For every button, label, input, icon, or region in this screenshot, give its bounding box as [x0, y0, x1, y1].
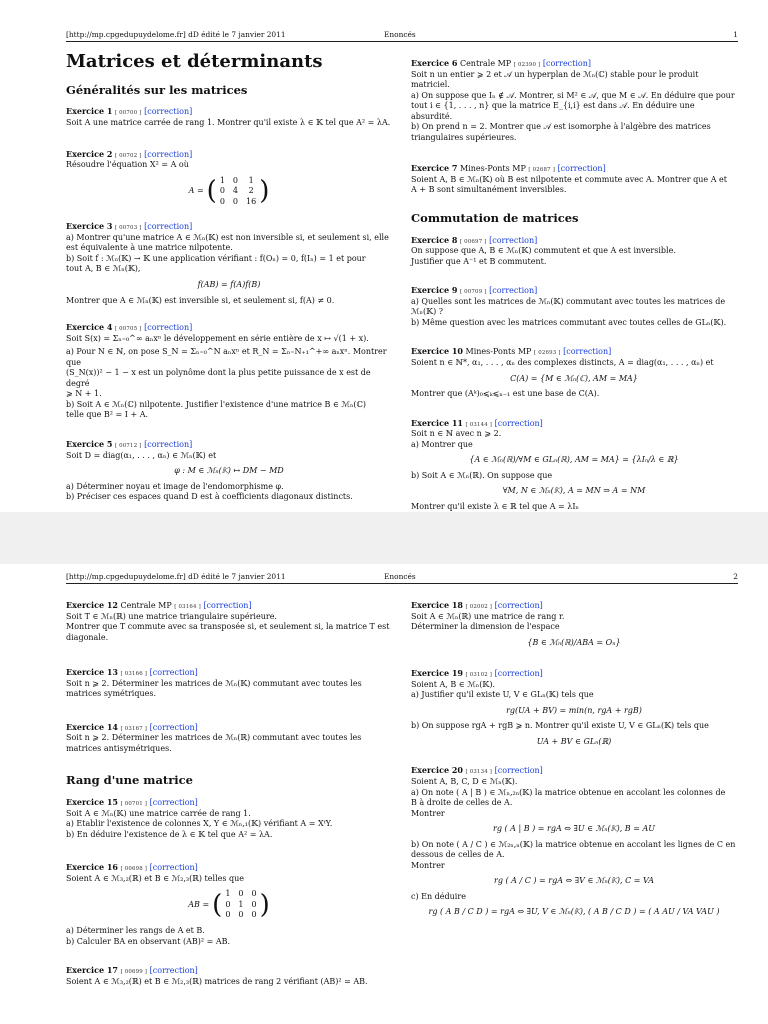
header-rule — [66, 583, 738, 584]
exercise-heading: Exercice 17 [ 00699 ] [correction] — [66, 965, 198, 976]
exercise-heading: Exercice 10 Mines-Ponts MP [ 02693 ] [correction] — [411, 346, 612, 357]
matrix-display: AB = ( 1 0 0 0 1 0 0 0 0 ) — [188, 889, 270, 921]
exercise-heading: Exercice 13 [ 03166 ] [correction] — [66, 667, 198, 678]
page-number: 1 — [733, 30, 738, 39]
right-column — [411, 600, 737, 940]
header-section: Enoncés — [384, 30, 416, 39]
exercise-8: Exercice 8 [ 00697 ] [correction] On suppose que A, B ∈ ℳₙ(𝕂) commutent et que A est inversible. Justifier que A⁻¹ et B commutent. — [411, 235, 737, 268]
exercise-19: Exercice 19 [ 03102 ] [correction] Soient A, B ∈ ℳₙ(𝕂). a) Justifier qu'il existe U, V ∈ GLₙ(𝕂) tels que rg(UA + BV) = min(n, rgA + rgB) b) On suppose rgA + rgB ⩾ n. Montrer qu'il existe U, V ∈ GLₙ(𝕂) tels que UA + BV ∈ GLₙ(ℝ) — [411, 668, 737, 747]
left-column — [66, 600, 392, 1009]
section-title-general: Généralités sur les matrices — [66, 82, 248, 97]
exercise-heading: Exercice 5 [ 00712 ] [correction] — [66, 439, 193, 450]
exercise-16: Exercice 16 [ 00698 ] [correction] Soient A ∈ ℳ₃,₂(ℝ) et B ∈ ℳ₂,₃(ℝ) telles que AB = ( 1 0 0 0 1 0 0 0 0 ) a) Déterminer les rangs de A et B. b) Calculer BA en observant (AB)² = AB. — [66, 862, 392, 947]
document-title: Matrices et déterminants — [66, 51, 323, 72]
exercise-heading: Exercice 12 Centrale MP [ 03164 ] [correction] — [66, 600, 252, 610]
header-source-url: [http://mp.cpgedupuydelome.fr] dD édité le 7 janvier 2011 — [66, 30, 286, 39]
correction-link[interactable]: [correction] — [149, 966, 198, 976]
exercise-1: Exercice 1 [ 00700 ] [correction] Soit A une matrice carrée de rang 1. Montrer qu'il existe λ ∈ 𝕂 tel que A² = λA. — [66, 106, 391, 127]
page-number: 2 — [733, 572, 738, 581]
exercise-15: Exercice 15 [ 00701 ] [correction] Soit A ∈ ℳₙ(𝕂) une matrice carrée de rang 1. a) Etablir l'existence de colonnes X, Y ∈ ℳₙ,₁(𝕂) vérifiant A = XᵗY. b) En déduire l'existence de λ ∈ 𝕂 tel que A² = λA. — [66, 797, 392, 840]
exercise-12: Exercice 12 Centrale MP [ 03164 ] [correction] Soit T ∈ ℳₙ(ℝ) une matrice triangulaire supérieure. Montrer que T commute avec sa transposée si, et seulement si, la matrice T est diagonale. — [66, 600, 392, 643]
exercise-heading: Exercice 20 [ 03134 ] [correction] — [411, 765, 543, 776]
exercise-heading: Exercice 4 [ 00705 ] [correction] — [66, 322, 193, 333]
document-page-2 — [0, 564, 768, 1024]
matrix-entries: 1 0 1 0 4 2 0 0 16 — [219, 175, 257, 206]
exercise-heading: Exercice 3 [ 00703 ] [correction] — [66, 221, 193, 232]
exercise-20: Exercice 20 [ 03134 ] [correction] Soient A, B, C, D ∈ ℳₙ(𝕂). a) On note ( A | B ) ∈ ℳₙ,₂ₙ(𝕂) la matrice obtenue en accolant les colonnes de B à droite de celles de A. Montrer rg ( A | B ) = rgA ⇔ ∃U ∈ ℳₙ(𝕂), B = AU b) On note ( A / C ) ∈ ℳ₂ₙ,ₙ(𝕂) la matrice obtenue en accolant les lignes de C en dessous de celles de A. Montrer rg ( A / C ) = rgA ⇔ ∃V ∈ ℳₙ(𝕂), C = VA c) En déduire rg ( A B / C D ) = rgA ⇔ ∃U, V ∈ ℳₙ(𝕂), ( A B / C D ) = ( A AU / VA VAU ) — [411, 765, 736, 917]
correction-link[interactable]: [correction] — [489, 286, 538, 296]
exercise-heading: Exercice 11 [ 03144 ] [correction] — [411, 417, 543, 428]
correction-link[interactable]: [correction] — [144, 440, 193, 450]
exercise-11: Exercice 11 [ 03144 ] [correction] Soit n ∈ ℕ avec n ⩾ 2. a) Montrer que {A ∈ ℳₙ(ℝ)/∀M ∈ GLₙ(ℝ), AM = MA} = {λIₙ/λ ∈ ℝ} b) Soit A ∈ ℳₙ(ℝ). On suppose que ∀M, N ∈ ℳₙ(𝕂), A = MN ⇒ A = NM Montrer qu'il existe λ ∈ ℝ tel que A = λIₙ — [411, 418, 737, 512]
right-column — [411, 58, 737, 512]
exercise-heading: Exercice 14 [ 03167 ] [correction] — [66, 721, 198, 732]
exercise-heading: Exercice 2 [ 00702 ] [correction] — [66, 148, 193, 159]
exercise-5: Exercice 5 [ 00712 ] [correction] Soit D = diag(α₁, . . . , αₙ) ∈ ℳₙ(𝕂) et φ : M ∈ ℳₙ(𝕂) ↦ DM − MD a) Déterminer noyau et image de l'endomorphisme φ. b) Préciser ces espaces quand D est à coefficients diagonaux distincts. — [66, 439, 392, 503]
exercise-heading: Exercice 15 [ 00701 ] [correction] — [66, 797, 198, 808]
header-section: Enoncés — [384, 572, 416, 581]
correction-link[interactable]: [correction] — [144, 107, 193, 117]
exercise-heading: Exercice 16 [ 00698 ] [correction] — [66, 862, 198, 873]
page-header — [66, 572, 738, 584]
correction-link[interactable]: [correction] — [149, 798, 198, 808]
exercise-heading: Exercice 7 Mines-Ponts MP [ 02687 ] [correction] — [411, 163, 606, 174]
exercise-heading: Exercice 9 [ 00709 ] [correction] — [411, 285, 538, 296]
correction-link[interactable]: [correction] — [203, 601, 252, 610]
header-rule — [66, 41, 738, 42]
correction-link[interactable]: [correction] — [542, 59, 592, 68]
correction-link[interactable]: [correction] — [144, 323, 193, 333]
correction-link[interactable]: [correction] — [494, 418, 543, 428]
correction-link[interactable]: [correction] — [494, 766, 543, 776]
correction-link[interactable]: [correction] — [563, 347, 612, 357]
correction-link[interactable]: [correction] — [144, 222, 193, 232]
section-title-rank: Rang d'une matrice — [66, 773, 193, 788]
exercise-heading: Exercice 1 [ 00700 ] [correction] — [66, 106, 193, 117]
exercise-6: Exercice 6 Centrale MP [ 02390 ] [correction] Soit n un entier ⩾ 2 et 𝒜 un hyperplan de ℳₙ(ℂ) stable pour le produit matriciel. a) On suppose que Iₙ ∉ 𝒜. Montrer, si M² ∈ 𝒜, que M ∈ 𝒜. En déduire que pour tout i ∈ {1, . . . , n} que la matrice E_{i,i} est dans 𝒜. En déduire une absurdité. b) On prend n = 2. Montrer que 𝒜 est isomorphe à l'algèbre des matrices triangulaires supérieures. — [411, 58, 737, 143]
exercise-heading: Exercice 8 [ 00697 ] [correction] — [411, 234, 538, 245]
correction-link[interactable]: [correction] — [494, 601, 543, 610]
correction-link[interactable]: [correction] — [149, 668, 198, 678]
exercise-heading: Exercice 19 [ 03102 ] [correction] — [411, 668, 543, 679]
left-column — [66, 52, 392, 512]
correction-link[interactable]: [correction] — [494, 669, 543, 679]
correction-link[interactable]: [correction] — [144, 149, 193, 159]
matrix-entries: 1 0 0 0 1 0 0 0 0 — [225, 889, 257, 920]
correction-link[interactable]: [correction] — [149, 722, 198, 732]
exercise-14: Exercice 14 [ 03167 ] [correction] Soit n ⩾ 2. Déterminer les matrices de ℳₙ(ℝ) commutant avec toutes les matrices antisymétriques. — [66, 722, 392, 755]
exercise-2: Exercice 2 [ 00702 ] [correction] Résoudre l'équation X² = A où A = ( 1 0 1 0 4 2 0 0 16 ) — [66, 149, 392, 208]
header-source-url: [http://mp.cpgedupuydelome.fr] dD édité le 7 janvier 2011 — [66, 572, 286, 581]
exercise-17: Exercice 17 [ 00699 ] [correction] Soient A ∈ ℳ₃,₂(ℝ) et B ∈ ℳ₂,₃(ℝ) matrices de rang 2 vérifiant (AB)² = AB. — [66, 965, 392, 987]
correction-link[interactable]: [correction] — [149, 863, 198, 873]
exercise-18: Exercice 18 [ 02002 ] [correction] Soit A ∈ ℳₙ(ℝ) une matrice de rang r. Déterminer la dimension de l'espace {B ∈ ℳₙ(ℝ)/ABA = Oₙ} — [411, 600, 737, 648]
page-header — [66, 30, 738, 42]
exercise-10: Exercice 10 Mines-Ponts MP [ 02693 ] [correction] Soient n ∈ ℕ*, α₁, . . . , αₙ des complexes distincts, A = diag(α₁, . . . , αₙ) et C(A) = {M ∈ ℳₙ(ℂ), AM = MA} Montrer que (Aᵏ)₀⩽ₖ⩽ₙ₋₁ est une base de C(A). — [411, 346, 737, 399]
exercise-3: Exercice 3 [ 00703 ] [correction] a) Montrer qu'une matrice A ∈ ℳₙ(𝕂) est non inversible si, et seulement si, elle est équivalente à une matrice nilpotente. b) Soit f : ℳₙ(𝕂) → 𝕂 une application vérifiant : f(Oₙ) = 0, f(Iₙ) = 1 et pour tout A, B ∈ ℳₙ(𝕂), f(AB) = f(A)f(B) Montrer que A ∈ ℳₙ(𝕂) est inversible si, et seulement si, f(A) ≠ 0. — [66, 221, 392, 306]
section-title-commutation: Commutation de matrices — [411, 211, 579, 226]
exercise-13: Exercice 13 [ 03166 ] [correction] Soit n ⩾ 2. Déterminer les matrices de ℳₙ(𝕂) commutant avec toutes les matrices symétriques. — [66, 667, 392, 700]
exercise-9: Exercice 9 [ 00709 ] [correction] a) Quelles sont les matrices de ℳₙ(𝕂) commutant avec toutes les matrices de ℳₙ(𝕂) ? b) Même question avec les matrices commutant avec toutes celles de GLₙ(𝕂). — [411, 285, 737, 328]
exercise-heading: Exercice 18 [ 02002 ] [correction] — [411, 600, 543, 610]
correction-link[interactable]: [correction] — [489, 235, 538, 245]
exercise-4: Exercice 4 [ 00705 ] [correction] Soit S(x) = Σₙ₌₀^∞ aₙxⁿ le développement en série entière de x ↦ √(1 + x). a) Pour N ∈ ℕ, on pose S_N = Σₙ₌₀^N aₙxⁿ et R_N = Σₙ₌N₊₁^+∞ aₙxⁿ. Montrer que (S_N(x))² − 1 − x est un polynôme dont la plus petite puissance de x est de degré ⩾ N + 1. b) Soit A ∈ ℳₙ(ℂ) nilpotente. Justifier l'existence d'une matrice B ∈ ℳₙ(ℂ) telle que B² = I + A. — [66, 322, 392, 421]
page-gap — [0, 512, 768, 564]
matrix-display: A = ( 1 0 1 0 4 2 0 0 16 ) — [188, 175, 270, 207]
correction-link[interactable]: [correction] — [557, 164, 606, 174]
exercise-heading: Exercice 6 Centrale MP [ 02390 ] [correction] — [411, 58, 592, 68]
exercise-7: Exercice 7 Mines-Ponts MP [ 02687 ] [correction] Soient A, B ∈ ℳₙ(𝕂) où B est nilpotente et commute avec A. Montrer que A et A + B sont simultanément inversibles. — [411, 163, 737, 196]
